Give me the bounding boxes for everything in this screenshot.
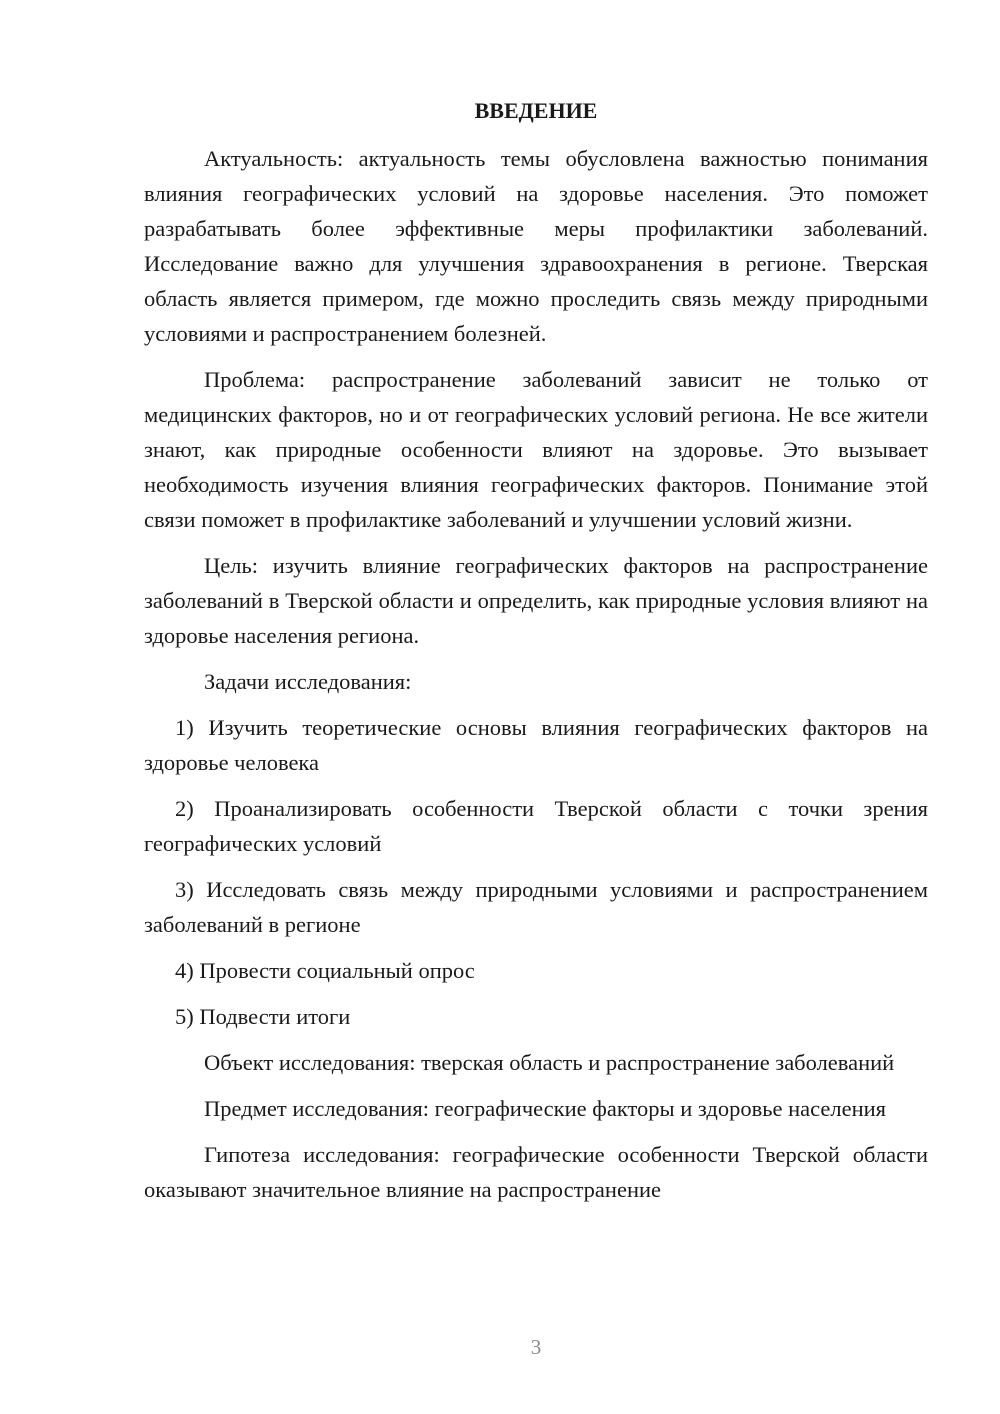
section-heading: ВВЕДЕНИЕ bbox=[474, 98, 598, 123]
task-item-1: 1) Изучить теоретические основы влияния географических факторов на здоровье человека bbox=[144, 715, 928, 775]
paragraph-relevance: Актуальность: актуальность темы обусловлена важностью понимания влияния географических условий на здоровье населения. Это поможет разрабатывать более эффективные меры профилактики заболеваний. Исследование важно для улучшения здравоохранения в регионе. Тверская область является примером, где можно проследить связь между природными условиями и распространением болезней. bbox=[144, 146, 928, 346]
task-item-4: 4) Провести социальный опрос bbox=[175, 958, 475, 983]
task-item-5: 5) Подвести итоги bbox=[175, 1004, 351, 1029]
paragraph-subject: Предмет исследования: географические факторы и здоровье населения bbox=[204, 1096, 886, 1121]
paragraph-goal: Цель: изучить влияние географических факторов на распространение заболеваний в Тверской области и определить, как природные условия влияют на здоровье населения региона. bbox=[144, 553, 928, 648]
task-item-3: 3) Исследовать связь между природными условиями и распространением заболеваний в регионе bbox=[144, 877, 928, 937]
task-item-2: 2) Проанализировать особенности Тверской области с точки зрения географических условий bbox=[144, 796, 928, 856]
paragraph-tasks-heading: Задачи исследования: bbox=[204, 669, 412, 694]
paragraph-problem: Проблема: распространение заболеваний зависит не только от медицинских факторов, но и от географических условий региона. Не все жители знают, как природные особенности влияют на здоровье. Это вызывает необходимость изучения влияния географических факторов. Понимание этой связи поможет в профилактике заболеваний и улучшении условий жизни. bbox=[144, 367, 928, 532]
paragraph-hypothesis: Гипотеза исследования: географические особенности Тверской области оказывают значительное влияние на распространение bbox=[144, 1142, 928, 1202]
page-number: 3 bbox=[530, 1335, 542, 1359]
page-content bbox=[144, 96, 928, 1218]
paragraph-object: Объект исследования: тверская область и распространение заболеваний bbox=[204, 1050, 895, 1075]
